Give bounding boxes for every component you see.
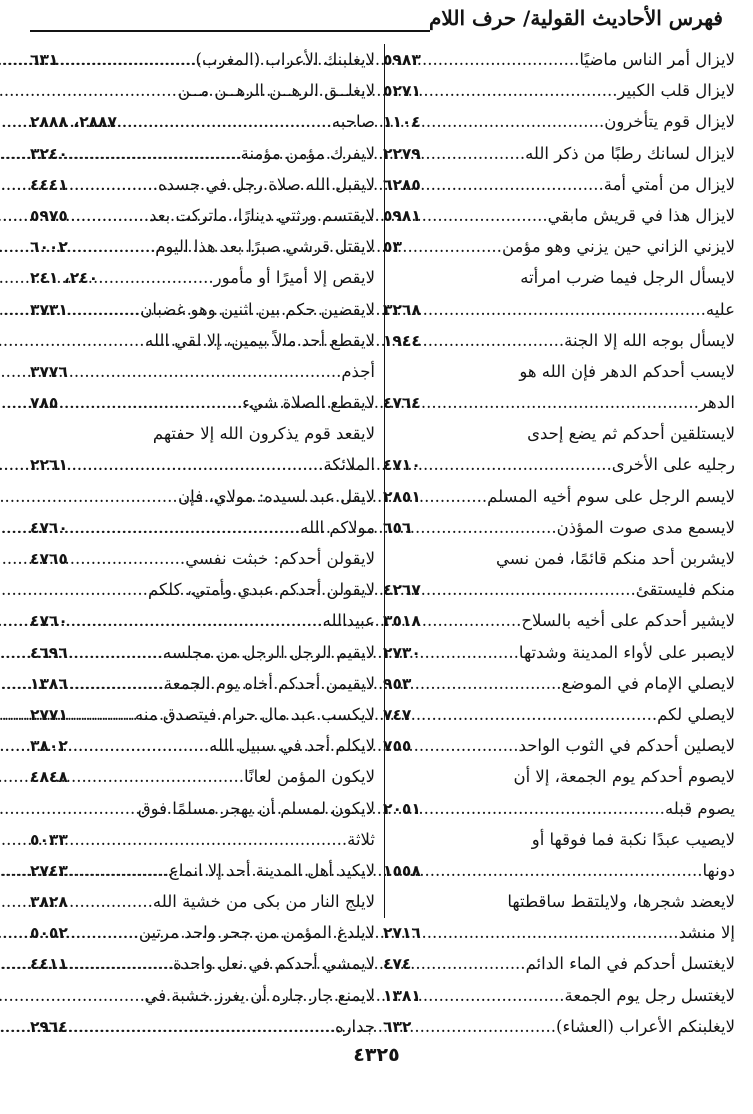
- index-entry: [383, 325, 735, 356]
- leader-dots: [74, 886, 153, 917]
- entry-number: ٥٩٧٥: [30, 206, 68, 225]
- leader-dots: [64, 387, 242, 418]
- entry-text: ثلاثة: [347, 829, 375, 849]
- leader-dots: [427, 481, 482, 512]
- index-entry: [30, 574, 375, 605]
- index-entry: [30, 75, 375, 106]
- entry-number: ٥٠٥٢: [30, 924, 68, 943]
- entry-text: دونها: [702, 860, 735, 880]
- entry-text: مولاكم الله: [300, 517, 375, 537]
- leader-dots: [74, 637, 163, 668]
- leader-dots: [427, 138, 525, 169]
- index-entry: [383, 481, 735, 512]
- entry-number: ٥٣: [383, 238, 402, 257]
- entry-text: لايقعد قوم يذكرون الله إلا حفتهم: [152, 424, 375, 444]
- index-entry: [383, 730, 735, 761]
- index-entry: [30, 668, 375, 699]
- leader-dots: [74, 449, 324, 480]
- leader-dots: [74, 824, 347, 855]
- entry-text: عبيدالله: [322, 611, 375, 631]
- index-entry: [30, 699, 375, 730]
- leader-dots: [427, 637, 519, 668]
- entry-number: ٦٥٦: [383, 518, 412, 537]
- entry-number: ٥٩٨٣: [383, 51, 421, 69]
- entry-number: ١٣٨١: [383, 986, 421, 1005]
- index-entry: [383, 668, 735, 699]
- leader-dots: [427, 387, 699, 418]
- index-entry: [30, 761, 375, 792]
- entry-text: لايقيمن أحدكم أخاه يوم الجمعة: [163, 673, 375, 693]
- index-entry: [383, 761, 735, 792]
- entry-text: لايزال قوم يتأخرون: [604, 112, 735, 132]
- index-entry: [30, 44, 375, 75]
- entry-text: لايقيم الرجل الرجل من مجلسه: [162, 642, 375, 662]
- entry-text: لايزال لسانك رطبًا من ذكر الله: [525, 143, 735, 163]
- index-entry: [30, 294, 375, 325]
- entry-number: ٢٢٦١: [30, 456, 68, 475]
- entry-number: ٢٧٧١: [30, 705, 68, 724]
- index-entry: [30, 481, 375, 512]
- entry-number: ٣٧٧٦: [30, 362, 68, 381]
- index-entry: [383, 1011, 735, 1042]
- index-entry: [383, 574, 735, 605]
- index-column-right: [383, 44, 735, 1042]
- entry-text: لايكسب عبد مال حرام فيتصدق منه: [135, 704, 375, 724]
- index-entry: [30, 449, 375, 480]
- entry-text: لايغتسل أحدكم في الماء الدائم: [525, 954, 735, 974]
- entry-text: إلا منشد: [678, 923, 735, 943]
- entry-number: ٢٧١٦: [383, 924, 421, 943]
- index-entry: [383, 387, 735, 418]
- entry-number: ٤٤١١: [30, 955, 68, 974]
- index-entry: [30, 418, 375, 449]
- index-entry: [30, 512, 375, 543]
- entry-text: لايسمع مدى صوت المؤذن: [556, 517, 735, 537]
- leader-dots: [427, 855, 703, 886]
- entry-number: ٣٢٤٠: [30, 144, 68, 163]
- entry-number: ٤٧٦٤: [383, 394, 421, 413]
- entry-text: لايقضين حكم بين اثنين وهو غضبان: [140, 299, 375, 319]
- entry-number: ٧٤٧: [383, 705, 412, 724]
- entry-number: ٥٠٣٣: [30, 830, 68, 849]
- entry-number: ٤٧٦٠: [30, 518, 68, 537]
- entry-text: لايغتسل رجل يوم الجمعة: [564, 985, 735, 1005]
- entry-text: لايقبل الله صلاة رجل في جسده: [158, 174, 375, 194]
- leader-dots: [74, 512, 300, 543]
- leader-dots: [74, 1011, 335, 1042]
- index-entry: [383, 231, 735, 262]
- entry-text: لايقص إلا أميرًا أو مأمور: [213, 268, 375, 288]
- entry-text: لايقولن أحدكم: خبثت نفسي: [185, 549, 375, 568]
- leader-dots: [74, 948, 173, 979]
- entry-number: ٢٧٣٠: [383, 643, 421, 662]
- leader-dots: [74, 200, 149, 231]
- leader-dots: [427, 605, 522, 636]
- index-entry: [383, 44, 735, 75]
- entry-text: لايصوم أحدكم يوم الجمعة، إلا أن: [513, 767, 735, 787]
- index-entry: [30, 637, 375, 668]
- index-entry: [383, 106, 735, 137]
- header-rule: [30, 30, 430, 32]
- leader-dots: [427, 200, 548, 231]
- index-entry: [30, 262, 375, 293]
- index-entry: [383, 917, 735, 948]
- entry-number: ٤٢٦٧: [383, 581, 421, 600]
- entry-text: لايكون المؤمن لعانًا: [244, 767, 375, 787]
- index-entry: [383, 294, 735, 325]
- leader-dots: [427, 574, 636, 605]
- leader-dots: [74, 699, 135, 730]
- entry-text: لايسأل الرجل فيما ضرب امرأته: [520, 268, 735, 288]
- entry-number: ١٣٨٦: [30, 674, 68, 693]
- index-entry: [383, 75, 735, 106]
- entry-number: ٦٢٨٥: [383, 175, 421, 194]
- entry-number: ٤٨٤٨: [30, 768, 68, 787]
- entry-number: ٢٧٤٣: [30, 861, 68, 880]
- entry-text: لايكلم أحد في سبيل الله: [209, 736, 375, 756]
- leader-dots: [64, 44, 195, 75]
- entry-text: لايقتل قرشي صبرًا بعد هذا اليوم: [155, 237, 375, 257]
- entry-text: لايقولن أحدكم عبدي وأمتي، كلكم: [148, 580, 375, 600]
- page-number: ٤٣٢٥: [353, 1044, 400, 1066]
- index-entry: [383, 855, 735, 886]
- entry-text: لايزال أمر الناس ماضيًا: [579, 50, 735, 69]
- leader-dots: [427, 169, 604, 200]
- entry-text: لايلدغ المؤمن من جحر واحد مرتين: [138, 923, 375, 943]
- index-entry: [30, 325, 375, 356]
- entry-text: لايقطع أحد مالاً بيمين، إلا لقي الله: [145, 330, 375, 350]
- leader-dots: [427, 793, 665, 824]
- entry-text: لايكون لمسلم أن يهجر مسلمًا فوق: [137, 798, 375, 818]
- entry-number: ٢٨٥١: [383, 487, 421, 506]
- entry-number: ٢٩٦٤: [30, 1017, 68, 1036]
- entry-text: لايفرك مؤمن مؤمنة: [240, 143, 375, 163]
- entry-text: منكم فليستقئ: [635, 580, 735, 600]
- index-entry: [383, 418, 735, 449]
- leader-dots: [417, 512, 556, 543]
- entry-text: عليه: [705, 299, 735, 319]
- entry-text: أجذم: [341, 361, 375, 381]
- leader-dots: [427, 449, 612, 480]
- leader-dots: [74, 730, 209, 761]
- index-entry: [383, 605, 735, 636]
- entry-text: لايصيب عبدًا نكبة فما فوقها أو: [531, 829, 735, 849]
- entry-text: لايغلــق الرهــن الرهــن مــن: [178, 81, 375, 101]
- leader-dots: [417, 1011, 556, 1042]
- entry-text: صاحبه: [331, 112, 375, 132]
- leader-dots: [427, 106, 604, 137]
- index-entry: [383, 356, 735, 387]
- leader-dots: [74, 605, 323, 636]
- entry-number: ٧٥٥: [383, 737, 412, 756]
- entry-text: لايقطع الصلاة شيء: [242, 393, 375, 413]
- entry-text: لايمشي أحدكم في نعل واحدة: [172, 954, 375, 974]
- index-entry: [30, 730, 375, 761]
- leader-dots: [74, 668, 164, 699]
- entry-number: ٢٢٧٩: [383, 144, 421, 163]
- entry-number: ٤٤٤١: [30, 175, 68, 194]
- index-entry: [383, 980, 735, 1011]
- index-entry: [383, 262, 735, 293]
- entry-text: لايمنع جار جاره أن يغرز خشبة في: [144, 985, 375, 1005]
- index-entry: [383, 886, 735, 917]
- entry-text: جداره: [334, 1016, 375, 1036]
- index-entry: [383, 169, 735, 200]
- entry-number: ٥٢٧١: [383, 82, 421, 101]
- leader-dots: [427, 44, 580, 75]
- entry-text: لايكيد أهل المدينة أحد إلا انماع: [168, 860, 375, 880]
- entry-text: لايسأل بوجه الله إلا الجنة: [564, 330, 735, 350]
- index-entry: [30, 886, 375, 917]
- leader-dots: [74, 138, 241, 169]
- index-entry: [30, 948, 375, 979]
- entry-text: لايصلي لكم: [657, 704, 735, 724]
- entry-number: ٦٣٢: [383, 1017, 412, 1036]
- leader-dots: [417, 730, 518, 761]
- leader-dots: [74, 543, 185, 574]
- leader-dots: [427, 294, 706, 325]
- leader-dots: [427, 75, 618, 106]
- entry-text: لايلج النار من بكى من خشية الله: [152, 892, 375, 912]
- entry-text: لايزال هذا في قريش مابقي: [547, 205, 735, 225]
- entry-number: ٦٣١: [30, 51, 59, 69]
- index-entry: [30, 106, 375, 137]
- index-entry: [383, 543, 735, 574]
- leader-dots: [427, 917, 679, 948]
- page-header: [30, 4, 723, 38]
- index-entry: [383, 824, 735, 855]
- leader-dots: [427, 325, 564, 356]
- index-entry: [30, 824, 375, 855]
- entry-text: رجليه على الأخرى: [611, 455, 735, 475]
- entry-number: ٤٧٦٥: [30, 550, 68, 568]
- index-entry: [30, 793, 375, 824]
- leader-dots: [417, 948, 525, 979]
- entry-number: ٣٥١٨: [383, 612, 421, 631]
- index-entry: [383, 449, 735, 480]
- index-entry: [30, 356, 375, 387]
- entry-number: ٩٥٣: [383, 674, 412, 693]
- entry-text: لايصبر على لأواء المدينة وشدتها: [518, 642, 735, 662]
- index-entry: [30, 138, 375, 169]
- entry-text: لايسم الرجل على سوم أخيه المسلم.: [481, 486, 735, 506]
- leader-dots: [74, 356, 341, 387]
- entry-text: لايقل عبد لسيده: مولاي، فإن: [178, 486, 375, 506]
- entry-number: ٢٤٠، ٢٤١: [30, 269, 99, 288]
- entry-text: لايستلقين أحدكم ثم يضع إحدى: [527, 424, 735, 444]
- index-entry: [383, 637, 735, 668]
- entry-text: لايسب أحدكم الدهر فإن الله هو: [519, 361, 735, 381]
- page-title: فهرس الأحاديث القولية/ حرف اللام: [429, 6, 723, 30]
- index-entry: [30, 169, 375, 200]
- leader-dots: [408, 231, 502, 262]
- index-entry: [30, 200, 375, 231]
- entry-text: لايزني الزاني حين يزني وهو مؤمن: [501, 237, 735, 257]
- entry-number: ٤٧٦٠: [30, 612, 68, 631]
- entry-text: الملائكة: [323, 455, 375, 475]
- leader-dots: [427, 980, 565, 1011]
- entry-number: ٤٧٤: [383, 955, 412, 974]
- entry-number: ٥٩٨١: [383, 206, 421, 225]
- index-entry: [383, 948, 735, 979]
- index-column-left: [30, 44, 375, 1042]
- entry-number: ٣٨٠٢: [30, 737, 68, 756]
- index-entry: [30, 917, 375, 948]
- index-entry: [30, 980, 375, 1011]
- entry-text: لايصلين أحدكم في الثوب الواحد: [518, 736, 735, 756]
- index-entry: [383, 699, 735, 730]
- entry-number: ٤٦٩٦: [30, 643, 68, 662]
- entry-number: ١٩٤٤: [383, 331, 421, 350]
- index-entry: [30, 387, 375, 418]
- index-entry: [383, 138, 735, 169]
- column-divider: [384, 44, 385, 918]
- entry-text: لايزال قلب الكبير: [617, 81, 735, 101]
- index-entry: [30, 855, 375, 886]
- leader-dots: [74, 231, 155, 262]
- index-entry: [30, 543, 375, 574]
- entry-text: لايصلي الإمام في الموضع: [561, 673, 735, 693]
- entry-number: ١٥٥٨: [383, 861, 421, 880]
- leader-dots: [74, 294, 140, 325]
- index-entry: [30, 231, 375, 262]
- entry-text: لايزال من أمتي أمة: [603, 174, 735, 194]
- entry-text: يصوم قبله: [664, 798, 735, 818]
- leader-dots: [74, 761, 244, 792]
- leader-dots: [417, 668, 561, 699]
- entry-number: ٢٠٥١: [383, 799, 421, 818]
- entry-text: لايعضد شجرها، ولايلتقط ساقطتها: [507, 892, 735, 912]
- index-entry: [383, 793, 735, 824]
- entry-number: ٣٨٢٨: [30, 893, 68, 912]
- entry-text: لايغلبنكم الأعراب (العشاء): [556, 1016, 735, 1036]
- index-entry: [30, 605, 375, 636]
- leader-dots: [74, 917, 139, 948]
- entry-number: ٣٧٣١: [30, 300, 68, 319]
- entry-number: ٧٨٥: [30, 394, 59, 413]
- entry-text: الدهر: [698, 393, 735, 413]
- entry-text: لايشربن أحد منكم قائمًا، فمن نسي: [495, 549, 735, 568]
- leader-dots: [104, 262, 214, 293]
- leader-dots: [123, 106, 332, 137]
- entry-number: ٣٢٦٨: [383, 300, 421, 319]
- entry-number: ٦٠٠٢: [30, 238, 68, 257]
- index-entry: [383, 200, 735, 231]
- entry-text: لايشير أحدكم على أخيه بالسلاح: [521, 611, 735, 631]
- index-entry: [30, 1011, 375, 1042]
- entry-text: لايغلبنك الأعراب (المغرب): [195, 50, 375, 69]
- entry-number: ٢٨٨٧، ٢٨٨٨: [30, 113, 117, 132]
- leader-dots: [417, 699, 657, 730]
- entry-text: لايقتسم ورثتي دينارًا، ماتركت بعد: [149, 205, 375, 225]
- entry-number: ١١٠٤: [383, 113, 421, 132]
- entry-number: ٤٧١٠: [383, 456, 421, 475]
- leader-dots: [74, 169, 158, 200]
- index-entry: [383, 512, 735, 543]
- leader-dots: [74, 855, 169, 886]
